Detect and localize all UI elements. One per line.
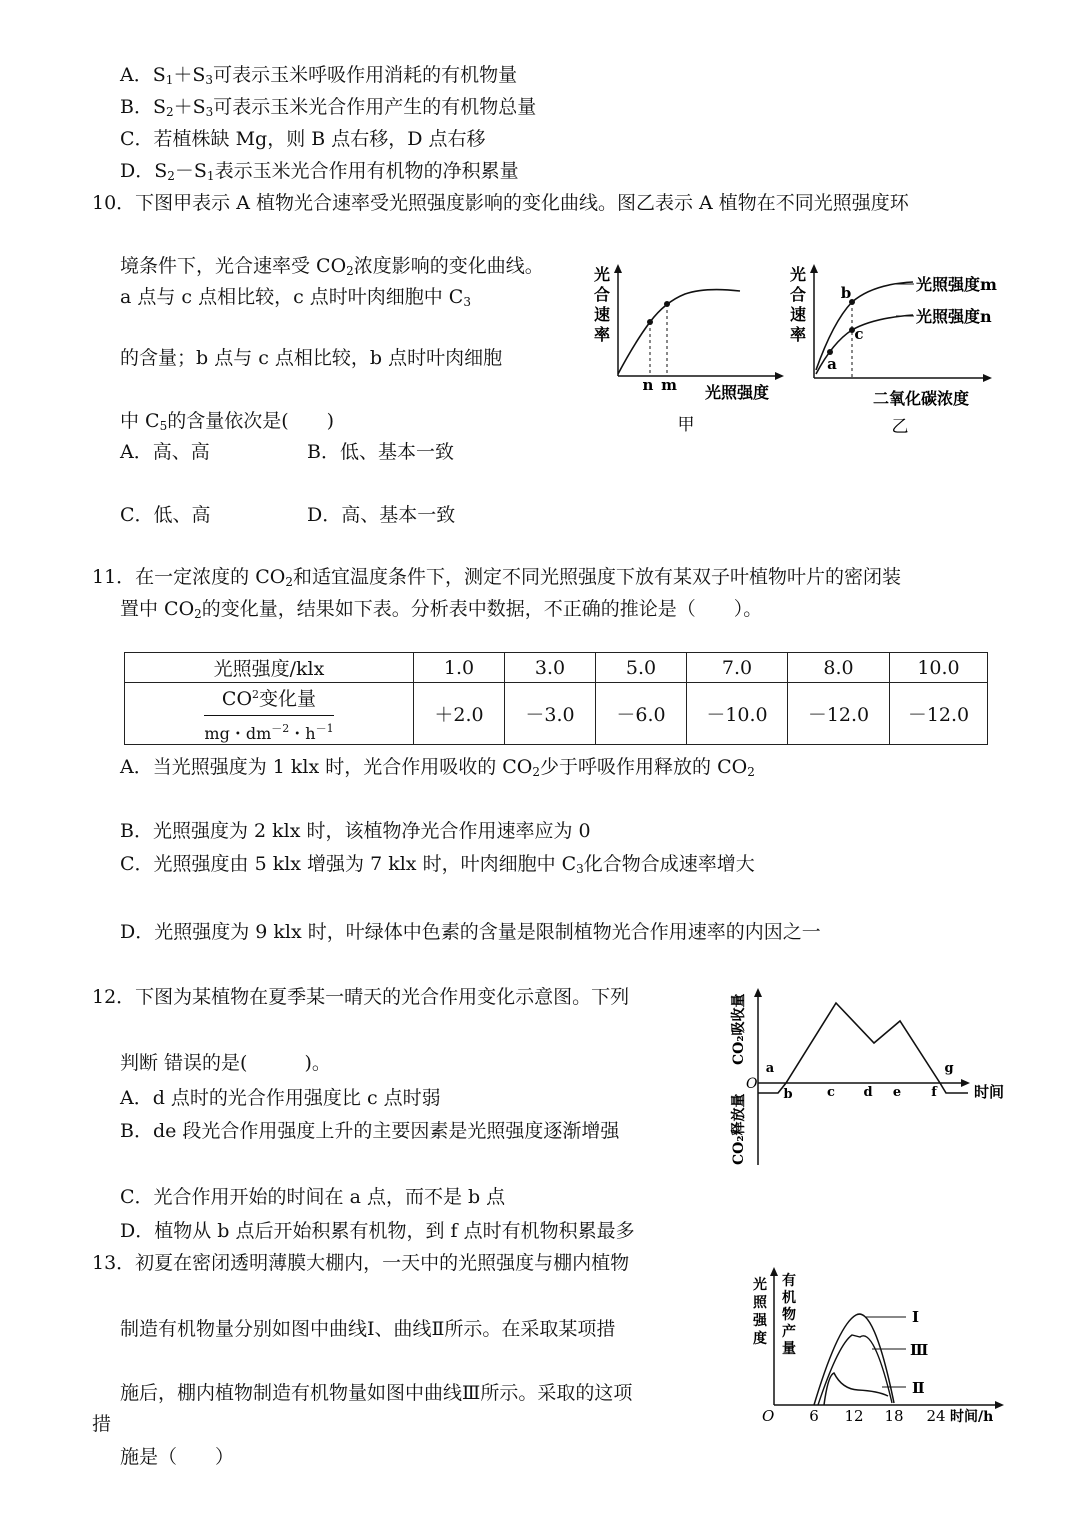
table-row-label <box>125 683 414 745</box>
yi-x-label: 二氧化碳浓度 <box>873 389 970 408</box>
yi-curve-n-label: 光照强度n <box>916 307 992 326</box>
table-cell: 5.0 <box>596 653 687 683</box>
q13-xtick-12: 12 <box>844 1407 864 1425</box>
q13-stem-line5: 施是（ ） <box>120 1446 235 1468</box>
jia-point-m: m <box>661 376 677 394</box>
yi-y-label: 光合速率 <box>789 265 807 344</box>
table-cell: 1.0 <box>414 653 505 683</box>
q9-option-a: A．$S_1+S_3$可表示玉米呼吸作用消耗的有机物量 <box>120 64 518 87</box>
row-label-denominator: mg・$dm^{-2}$・$h^{-1}$ <box>204 721 334 743</box>
table-cell: －3.0 <box>505 683 596 745</box>
q13-stem-line1: 13．初夏在密闭透明薄膜大棚内，一天中的光照强度与棚内植物 <box>92 1252 630 1274</box>
jia-caption: 甲 <box>677 415 695 435</box>
q12-point-e: e <box>892 1085 902 1100</box>
q13-curve-II-label: Ⅱ <box>912 1379 925 1397</box>
table-row <box>125 653 988 683</box>
q13-x-label: 时间/h <box>950 1409 994 1425</box>
q9-option-b: B．$S_2+S_3$可表示玉米光合作用产生的有机物总量 <box>120 96 537 119</box>
q12-point-f: f <box>931 1085 937 1100</box>
q12-option-c: C．光合作用开始的时间在 a 点，而不是 b 点 <box>120 1186 506 1208</box>
q11-stem-line1: 11．在一定浓度的 $CO_2$和适宜温度条件下，测定不同光照强度下放有某双子叶植物叶片的密闭装 <box>92 566 901 589</box>
table-cell: 10.0 <box>890 653 988 683</box>
q13-origin: O <box>762 1407 775 1425</box>
q13-stem-line2: 制造有机物量分别如图中曲线Ⅰ、曲线Ⅱ所示。在采取某项措 <box>120 1318 616 1340</box>
q12-stem-line2: 判断 错误的是( )。 <box>120 1052 331 1074</box>
q13-y-label-product: 有机物产量 <box>782 1273 796 1357</box>
q10-option-b: B．低、基本一致 <box>307 441 454 463</box>
yi-point-c: c <box>854 325 864 343</box>
q12-option-d: D．植物从 b 点后开始积累有机物，到 f 点时有机物积累最多 <box>120 1220 635 1242</box>
q11-stem-line2: 置中 $CO_2$的变化量，结果如下表。分析表中数据，不正确的推论是（ ）。 <box>120 598 763 621</box>
q13-xtick-6: 6 <box>809 1407 819 1425</box>
q10-option-c: C．低、高 <box>120 504 211 526</box>
q12-origin: O <box>746 1076 758 1092</box>
q10-option-a: A．高、高 <box>120 441 210 463</box>
q13-stem-line4: 措 <box>92 1413 112 1435</box>
table-cell: ＋2.0 <box>414 683 505 745</box>
q13-xtick-18: 18 <box>884 1407 904 1425</box>
q10-stem-line4: 的含量；b 点与 c 点相比较，b 点时叶肉细胞 <box>120 347 503 369</box>
table-cell: 8.0 <box>788 653 890 683</box>
q12-point-a: a <box>765 1061 775 1076</box>
q12-stem-line1: 12．下图为某植物在夏季某一晴天的光合作用变化示意图。下列 <box>92 986 630 1008</box>
table-cell: 7.0 <box>687 653 788 683</box>
q9-option-c: C．若植株缺 Mg，则 B 点右移，D 点右移 <box>120 128 486 150</box>
q13-y-label-light: 光照强度 <box>753 1277 767 1347</box>
table-cell: －12.0 <box>788 683 890 745</box>
yi-point-b: b <box>840 284 852 302</box>
q10-stem-line1: 10．下图甲表示 A 植物光合速率受光照强度影响的变化曲线。图乙表示 A 植物在不同光照强度环 <box>92 192 909 214</box>
q12-option-b: B．de 段光合作用强度上升的主要因素是光照强度逐渐增强 <box>120 1120 620 1142</box>
q10-stem-line3: a 点与 c 点相比较，c 点时叶肉细胞中 $C_3$ <box>120 286 471 309</box>
q12-point-g: g <box>944 1061 954 1076</box>
q12-y-down-label: CO₂释放量 <box>731 1093 747 1165</box>
q10-option-d: D．高、基本一致 <box>307 504 456 526</box>
q11-option-d: D．光照强度为 9 klx 时，叶绿体中色素的含量是限制植物光合作用速率的内因之一 <box>120 921 821 943</box>
table-cell: －6.0 <box>596 683 687 745</box>
table-cell: 3.0 <box>505 653 596 683</box>
table-header-label: 光照强度/klx <box>125 653 414 683</box>
q11-option-a: A．当光照强度为 1 klx 时，光合作用吸收的 $CO_2$少于呼吸作用释放的 $CO_2$ <box>120 756 755 779</box>
q13-curve-III-label: Ⅲ <box>910 1341 929 1359</box>
q10-stem-line2: 境条件下，光合速率受 $CO_2$浓度影响的变化曲线。 <box>120 255 544 278</box>
yi-caption: 乙 <box>891 417 909 437</box>
q13-curve-I-label: Ⅰ <box>912 1308 920 1326</box>
q11-option-b: B．光照强度为 2 klx 时，该植物净光合作用速率应为 0 <box>120 820 591 842</box>
q13-stem-line3: 施后，棚内植物制造有机物量如图中曲线Ⅲ所示。采取的这项 <box>120 1382 633 1404</box>
q13-xtick-24: 24 <box>926 1407 946 1425</box>
table-cell: －12.0 <box>890 683 988 745</box>
table-row <box>125 683 988 745</box>
q12-x-label: 时间 <box>974 1083 1005 1101</box>
q12-point-d: d <box>863 1085 873 1100</box>
figure-q12 <box>728 985 1018 1170</box>
table-cell: －10.0 <box>687 683 788 745</box>
yi-curve-m-label: 光照强度m <box>916 275 997 294</box>
q11-option-c: C．光照强度由 5 klx 增强为 7 klx 时，叶肉细胞中 $C_3$化合物合成速率增大 <box>120 853 755 876</box>
q9-option-d: D．$S_2-S_1$表示玉米光合作用有机物的净积累量 <box>120 160 519 183</box>
q12-y-up-label: CO₂吸收量 <box>731 993 747 1065</box>
jia-y-label: 光合速率 <box>593 265 611 344</box>
q12-option-a: A．d 点时的光合作用强度比 c 点时弱 <box>120 1087 441 1109</box>
q12-point-c: c <box>827 1085 835 1100</box>
row-label-numerator: $CO^2$变化量 <box>204 684 333 716</box>
q12-point-b: b <box>783 1087 793 1102</box>
figure-yi <box>788 262 1018 442</box>
co2-data-table <box>124 652 988 745</box>
figure-jia <box>590 262 790 442</box>
q10-stem-line5: 中 $C_5$的含量依次是( ) <box>120 410 335 433</box>
figure-q13 <box>748 1265 1028 1425</box>
jia-x-label: 光照强度 <box>705 383 770 402</box>
yi-point-a: a <box>827 355 837 373</box>
jia-point-n: n <box>642 376 654 394</box>
